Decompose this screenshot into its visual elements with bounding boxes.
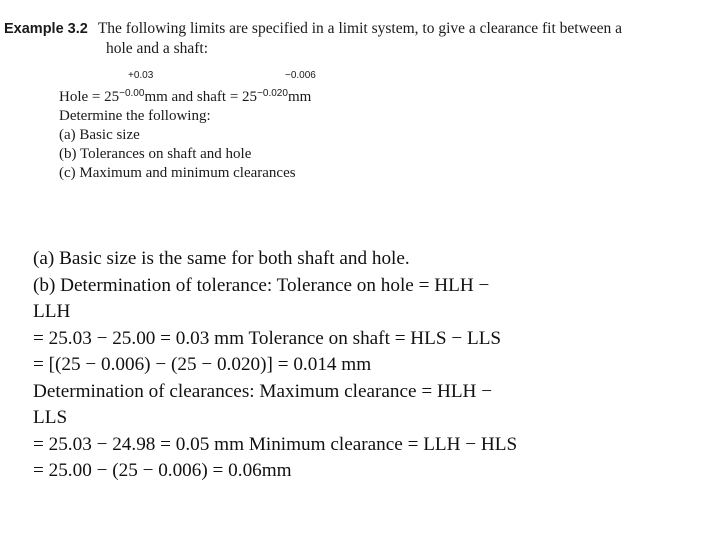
shaft-upper-tolerance: −0.006 — [285, 70, 316, 81]
solution-line: (a) Basic size is the same for both shaft and hole. — [33, 248, 410, 269]
example-label: Example 3.2 — [4, 21, 88, 37]
solution-text — [33, 246, 683, 485]
task-item-a: (a) Basic size — [59, 127, 140, 143]
solution-line: LLS — [33, 407, 68, 428]
hole-upper-tolerance: +0.03 — [128, 70, 154, 81]
solution-line: Determination of clearances: Maximum clearance = HLH − — [33, 380, 493, 402]
example-heading — [4, 20, 622, 38]
eq-suffix: mm — [287, 89, 312, 105]
statement-line-1: The following limits are specified in a limit system, to give a clearance fit between a — [97, 20, 623, 37]
solution-line: = [(25 − 0.006) − (25 − 0.020)] = 0.014 mm — [33, 354, 372, 375]
solution-line: = 25.03 − 25.00 = 0.03 mm Tolerance on shaft = HLS − LLS — [33, 327, 502, 349]
statement-line-2: hole and a shaft: — [106, 40, 209, 57]
solution-line: LLH — [33, 301, 71, 322]
solution-line: = 25.00 − (25 − 0.006) = 0.06mm — [33, 460, 292, 481]
eq-hole-prefix: Hole = 25 — [59, 89, 120, 105]
solution-line: (b) Determination of tolerance: Tolerance on hole = HLH − — [33, 274, 490, 296]
solution-line: = 25.03 − 24.98 = 0.05 mm Minimum clearance = LLH − HLS — [33, 433, 518, 455]
task-item-b: (b) Tolerances on shaft and hole — [59, 146, 252, 162]
eq-mid: mm and shaft = 25 — [144, 89, 258, 105]
hole-lower-tolerance: −0.00 — [119, 88, 145, 99]
task-item-c: (c) Maximum and minimum clearances — [59, 165, 296, 181]
problem-statement — [0, 0, 720, 190]
fit-equation — [59, 88, 311, 106]
determine-heading: Determine the following: — [59, 108, 211, 124]
shaft-lower-tolerance: −0.020 — [257, 88, 288, 99]
